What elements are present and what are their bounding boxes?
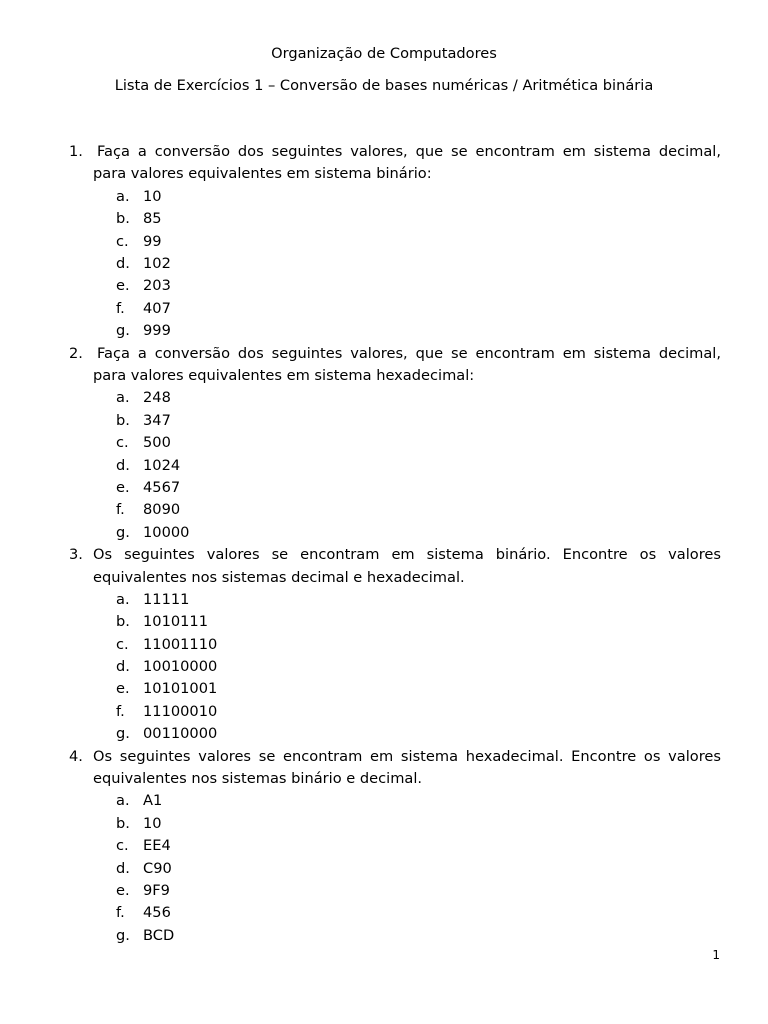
question-text: Os seguintes valores se encontram em sistema binário. Encontre os valores equivalentes nos sistemas decimal e hexadecimal. <box>93 546 721 586</box>
list-item <box>93 208 721 230</box>
question-4 <box>69 746 721 948</box>
item-label: e. <box>116 882 130 900</box>
question-text: Os seguintes valores se encontram em sistema hexadecimal. Encontre os valores equivalentes nos sistemas binário e decimal. <box>93 747 721 788</box>
question-number: 2. <box>69 344 83 362</box>
list-item <box>93 275 721 297</box>
item-label: b. <box>116 613 130 631</box>
list-item <box>93 656 721 678</box>
item-value: BCD <box>143 926 175 944</box>
item-value: 248 <box>143 389 171 407</box>
list-item <box>93 701 721 723</box>
answer-item-list <box>93 186 721 343</box>
list-item <box>93 253 721 275</box>
item-value: 203 <box>143 277 171 295</box>
list-item <box>93 634 721 656</box>
item-value: 1024 <box>143 456 181 474</box>
question-1 <box>69 141 721 343</box>
item-label: f. <box>116 702 125 720</box>
list-item <box>93 790 721 812</box>
answer-item-list <box>93 589 721 746</box>
item-label: g. <box>116 725 130 743</box>
list-item <box>93 186 721 208</box>
list-item <box>93 477 721 499</box>
question-3 <box>69 544 721 746</box>
item-value: 456 <box>143 904 171 922</box>
item-value: EE4 <box>143 837 171 855</box>
item-value: 9F9 <box>143 882 170 900</box>
answer-item-list <box>93 790 721 947</box>
item-label: b. <box>116 411 130 429</box>
item-label: g. <box>116 926 130 944</box>
list-item <box>93 678 721 700</box>
item-label: d. <box>116 658 130 676</box>
list-item <box>93 611 721 633</box>
item-value: 10000 <box>143 523 190 541</box>
item-label: e. <box>116 680 130 698</box>
course-title: Organização de Computadores <box>271 45 497 62</box>
answer-item-list <box>93 387 721 544</box>
item-label: c. <box>116 232 129 250</box>
question-list <box>69 141 721 947</box>
item-label: f. <box>116 501 125 519</box>
list-item <box>93 835 721 857</box>
item-label: c. <box>116 434 129 452</box>
list-item <box>93 499 721 521</box>
question-number: 1. <box>69 143 83 160</box>
list-item <box>93 455 721 477</box>
item-value: 11001110 <box>143 635 218 653</box>
list-item <box>93 231 721 253</box>
item-value: A1 <box>143 792 163 810</box>
item-value: 10010000 <box>143 658 218 676</box>
question-number: 4. <box>69 747 83 765</box>
list-item <box>93 432 721 454</box>
item-value: 11111 <box>143 590 190 608</box>
item-label: c. <box>116 837 129 855</box>
item-label: f. <box>116 299 125 317</box>
item-label: g. <box>116 523 130 541</box>
item-value: 00110000 <box>143 725 218 743</box>
item-label: c. <box>116 635 129 653</box>
item-label: e. <box>116 478 130 496</box>
list-item <box>93 410 721 432</box>
item-label: g. <box>116 322 130 340</box>
item-label: d. <box>116 456 130 474</box>
list-item <box>93 320 721 342</box>
item-value: 407 <box>143 299 171 317</box>
item-value: 347 <box>143 411 171 429</box>
list-item <box>93 858 721 880</box>
question-text: Faça a conversão dos seguintes valores, que se encontram em sistema decimal, para valores equivalentes em sistema hexadecimal: <box>93 344 721 384</box>
item-value: C90 <box>143 859 172 877</box>
list-item <box>93 723 721 745</box>
question-text: Faça a conversão dos seguintes valores, que se encontram em sistema decimal, para valores equivalentes em sistema binário: <box>93 143 721 183</box>
item-label: b. <box>116 814 130 832</box>
list-item <box>93 813 721 835</box>
question-number: 3. <box>69 546 83 564</box>
item-value: 4567 <box>143 478 181 496</box>
item-value: 11100010 <box>143 702 218 720</box>
item-value: 99 <box>143 232 162 250</box>
list-item <box>93 298 721 320</box>
item-value: 8090 <box>143 501 181 519</box>
item-label: a. <box>116 389 130 407</box>
page-number: 1 <box>712 948 720 962</box>
list-item <box>93 925 721 947</box>
item-value: 10101001 <box>143 680 218 698</box>
item-label: a. <box>116 590 130 608</box>
item-label: a. <box>116 792 130 810</box>
item-value: 10 <box>143 814 162 832</box>
exercise-list-title: Lista de Exercícios 1 – Conversão de bases numéricas / Aritmética binária <box>114 77 654 94</box>
list-item <box>93 387 721 409</box>
item-label: f. <box>116 904 125 922</box>
item-value: 500 <box>143 434 171 452</box>
list-item <box>93 902 721 924</box>
item-value: 999 <box>143 322 171 340</box>
item-label: b. <box>116 210 130 228</box>
item-label: d. <box>116 254 130 272</box>
list-item <box>93 589 721 611</box>
item-value: 1010111 <box>143 613 208 631</box>
item-label: a. <box>116 187 130 205</box>
list-item <box>93 880 721 902</box>
item-label: d. <box>116 859 130 877</box>
list-item <box>93 522 721 544</box>
item-value: 10 <box>143 187 162 205</box>
question-2 <box>69 343 721 545</box>
item-value: 85 <box>143 210 162 228</box>
item-label: e. <box>116 277 130 295</box>
item-value: 102 <box>143 254 171 272</box>
